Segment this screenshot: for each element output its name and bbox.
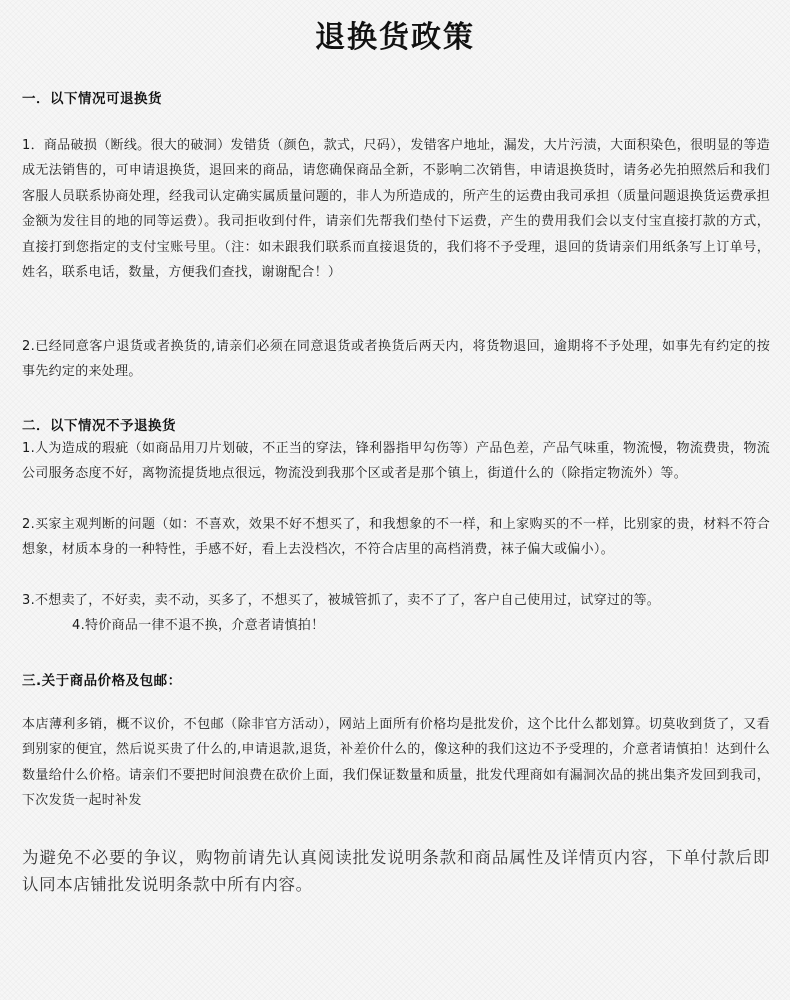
purchase-notice: 为避免不必要的争议，购物前请先认真阅读批发说明条款和商品属性及详情页内容，下单付款后即认同本店铺批发说明条款中所有内容。 [22,848,770,894]
section1-item1: 1．商品破损（断线。很大的破洞）发错货（颜色，款式，尺码），发错客户地址，漏发，大片污渍，大面积染色，很明显的等造成无法销售的，可申请退换货，退回来的商品，请您确保商品全新，不影响二次销售，申请退换货时，请务必先拍照然后和我们客服人员联系协商处理，经我司认定确实属质量问题的，非人为所造成的，所产生的运费由我司承担（质量问题退换货运费承担金额为发往目的地的同等运费）。我司拒收到付件，请亲们先帮我们垫付下运费，产生的费用我们会以支付宝直接打款的方式，直接打到您指定的支付宝账号里。（注：如未跟我们联系而直接退货的，我们将不予受理，退回的货请亲们用纸条写上订单号，姓名，联系电话，数量，方便我们查找，谢谢配合！） [22,138,770,281]
page-title: 退换货政策 [315,20,475,55]
section3-heading: 三.关于商品价格及包邮： [22,673,182,689]
section2-item2: 2.买家主观判断的问题（如：不喜欢，效果不好不想买了，和我想象的不一样，和上家购买的不一样，比别家的贵，材料不符合想象，材质本身的一种特性，手感不好，看上去没档次，不符合店里的高档消费，袜子偏大或偏小）。 [22,517,770,558]
section3-body: 本店薄利多销，概不议价，不包邮（除非官方活动），网站上面所有价格均是批发价，这个比什么都划算。切莫收到货了，又看到别家的便宜，然后说买贵了什么的,申请退款,退货，补差价什么的，像这种的我们这边不予受理的，介意者请慎拍！达到什么数量给什么价格。请亲们不要把时间浪费在砍价上面，我们保证数量和质量，批发代理商如有漏洞次品的挑出集齐发回到我司，下次发货一起时补发 [22,717,770,809]
section1-item2: 2.已经同意客户退货或者换货的,请亲们必须在同意退货或者换货后两天内，将货物退回，逾期将不予处理，如事先有约定的按事先约定的来处理。 [22,339,770,380]
section2-item3: 3.不想卖了，不好卖，卖不动，买多了，不想买了，被城管抓了，卖不了了，客户自己使用过，试穿过的等。 [22,593,661,608]
section2-heading: 二．以下情况不予退换货 [22,418,176,434]
section1-heading: 一．以下情况可退换货 [22,91,162,107]
section2-item1: 1.人为造成的瑕疵（如商品用刀片划破，不正当的穿法，锋利器指甲勾伤等）产品色差，产品气味重，物流慢，物流费贵，物流公司服务态度不好，离物流提货地点很远，物流没到我那个区或者是那个镇上，街道什么的（除指定物流外）等。 [22,441,770,482]
section2-item4: 4.特价商品一律不退不换，介意者请慎拍！ [72,618,325,633]
